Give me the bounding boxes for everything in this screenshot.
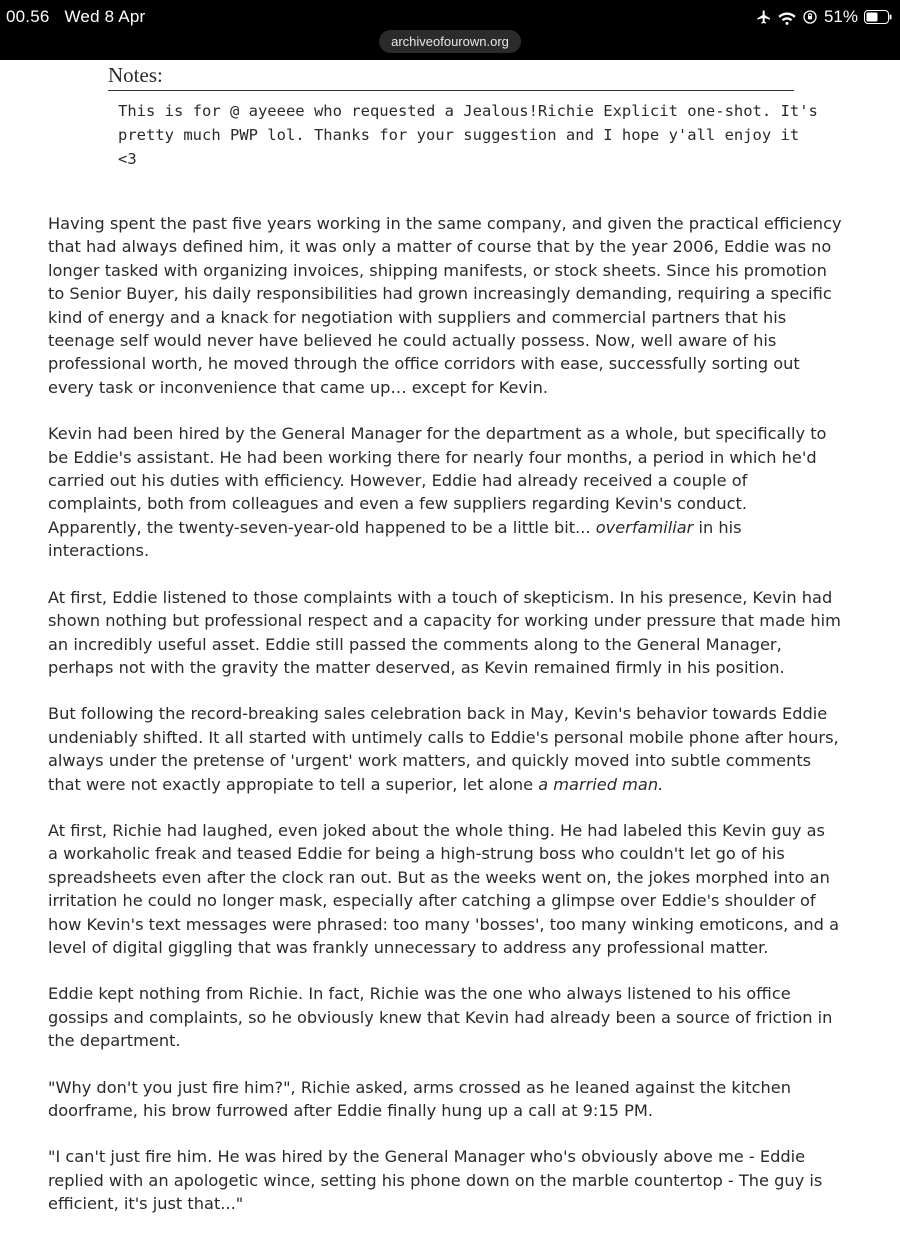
text-line: that had always defined him, it was only a matter of course that by the year 2006, Eddie was no bbox=[48, 237, 832, 257]
status-bar bbox=[0, 0, 900, 60]
paragraph bbox=[48, 982, 868, 1052]
text-line: At first, Richie had laughed, even joked about the whole thing. He had labeled this Kevin guy as bbox=[48, 820, 825, 840]
text-line: level of digital giggling that was frankly unnecessary to address any professional matter. bbox=[48, 937, 769, 957]
text-line: undeniably shifted. It all started with untimely calls to Eddie's personal mobile phone after hours, bbox=[48, 727, 839, 747]
paragraph bbox=[48, 1145, 868, 1215]
text-line bbox=[48, 773, 868, 796]
paragraph bbox=[48, 702, 868, 796]
status-right bbox=[756, 7, 892, 27]
text-line: doorframe, his brow furrowed after Eddie finally hung up a call at 9:15 PM. bbox=[48, 1101, 653, 1120]
notes-line: This is for @ ayeeee who requested a Jealous!Richie Explicit one-shot. It's bbox=[118, 102, 818, 120]
airplane-icon bbox=[756, 9, 772, 25]
text-line: Having spent the past five years working in the same company, and given the practical efficiency bbox=[48, 214, 842, 233]
text-line: At first, Eddie listened to those complaints with a touch of skepticism. In his presence, Kevin had bbox=[48, 587, 833, 607]
paragraph bbox=[48, 422, 868, 562]
battery-icon bbox=[864, 10, 892, 24]
text-line: irritation he could no longer mask, especially after catching a glimpse over Eddie's shoulder of bbox=[48, 891, 816, 911]
notes-line: pretty much PWP lol. Thanks for your suggestion and I hope y'all enjoy it <3 bbox=[118, 126, 800, 168]
text-line: complaints, both from colleagues and even a few suppliers regarding Kevin's conduct. bbox=[48, 494, 748, 514]
text-line: But following the record-breaking sales celebration back in May, Kevin's behavior towards Eddie bbox=[48, 704, 828, 724]
text-fragment: Apparently, the twenty-seven-year-old happened to be a little bit... bbox=[48, 517, 596, 537]
text-line: gossips and complaints, so he obviously knew that Kevin had already been a source of friction in bbox=[48, 1007, 833, 1027]
text-line: to Senior Buyer, his daily responsibilities had grown increasingly demanding, requiring a specific bbox=[48, 284, 832, 304]
text-line: a workaholic freak and teased Eddie for being a high-strung boss who couldn't let go of his bbox=[48, 844, 785, 864]
text-line: Eddie kept nothing from Richie. In fact, Richie was the one who always listened to his office bbox=[48, 984, 791, 1004]
emphasis-text: overfamiliar bbox=[595, 517, 694, 537]
text-line: how Kevin's text messages were phrased: too many 'bosses', too many winking emoticons, and a bbox=[48, 914, 839, 934]
text-fragment: in his bbox=[693, 517, 742, 537]
text-line: Kevin had been hired by the General Manager for the department as a whole, but specifically to bbox=[48, 424, 827, 444]
orientation-lock-icon bbox=[802, 9, 818, 25]
text-line: professional worth, he moved through the office corridors with ease, successfully sorting out bbox=[48, 354, 800, 374]
notes-heading: Notes: bbox=[108, 63, 794, 91]
text-line: teenage self would never have believed he could actually possess. Now, well aware of his bbox=[48, 331, 777, 351]
text-line: every task or inconvenience that came up… except for Kevin. bbox=[48, 377, 548, 397]
text-line: the department. bbox=[48, 1031, 181, 1051]
text-line: an incredibly useful asset. Eddie still passed the comments along to the General Manager, bbox=[48, 634, 782, 654]
paragraph bbox=[48, 586, 868, 680]
text-line: "Why don't you just fire him?", Richie asked, arms crossed as he leaned against the kitchen bbox=[48, 1077, 791, 1097]
status-left bbox=[6, 7, 155, 27]
paragraph bbox=[48, 1076, 868, 1123]
text-line: spreadsheets even after the clock ran out. But as the weeks went on, the jokes morphed into an bbox=[48, 867, 830, 887]
text-line: longer tasked with organizing invoices, shipping manifests, or stock sheets. Since his promotion bbox=[48, 260, 827, 280]
wifi-icon bbox=[778, 10, 796, 24]
text-line: efficient, it's just that..." bbox=[48, 1194, 244, 1214]
text-line: "I can't just fire him. He was hired by the General Manager who's obviously above me - Eddie bbox=[48, 1147, 806, 1167]
status-date: Wed 8 Apr bbox=[64, 7, 146, 26]
text-fragment: that were not exactly appropiate to tell a superior, let alone bbox=[48, 774, 539, 794]
status-time: 00.56 bbox=[6, 7, 50, 26]
paragraph bbox=[48, 212, 868, 399]
text-line: always under the pretense of 'urgent' work matters, and quickly moved into subtle comments bbox=[48, 751, 812, 771]
text-line: be Eddie's assistant. He had been working there for nearly four months, a period in which he'd bbox=[48, 447, 817, 467]
paragraph bbox=[48, 819, 868, 959]
text-line bbox=[48, 516, 868, 539]
text-line: interactions. bbox=[48, 541, 150, 561]
story-body bbox=[48, 212, 868, 1239]
notes-text bbox=[118, 99, 818, 171]
text-line: kind of energy and a knack for negotiation with suppliers and commercial partners that his bbox=[48, 307, 787, 327]
battery-percent: 51% bbox=[823, 7, 858, 26]
address-bar[interactable]: archiveofourown.org bbox=[379, 30, 521, 53]
emphasis-text: a married man. bbox=[538, 774, 664, 794]
text-line: replied with an apologetic wince, setting his phone down on the marble countertop - The guy is bbox=[48, 1170, 823, 1190]
text-line: perhaps not with the gravity the matter deserved, as Kevin remained firmly in his position. bbox=[48, 657, 785, 677]
text-line: carried out his duties with efficiency. However, Eddie had already received a couple of bbox=[48, 471, 748, 491]
text-line: shown nothing but professional respect and a capacity for working under pressure that made him bbox=[48, 611, 841, 631]
